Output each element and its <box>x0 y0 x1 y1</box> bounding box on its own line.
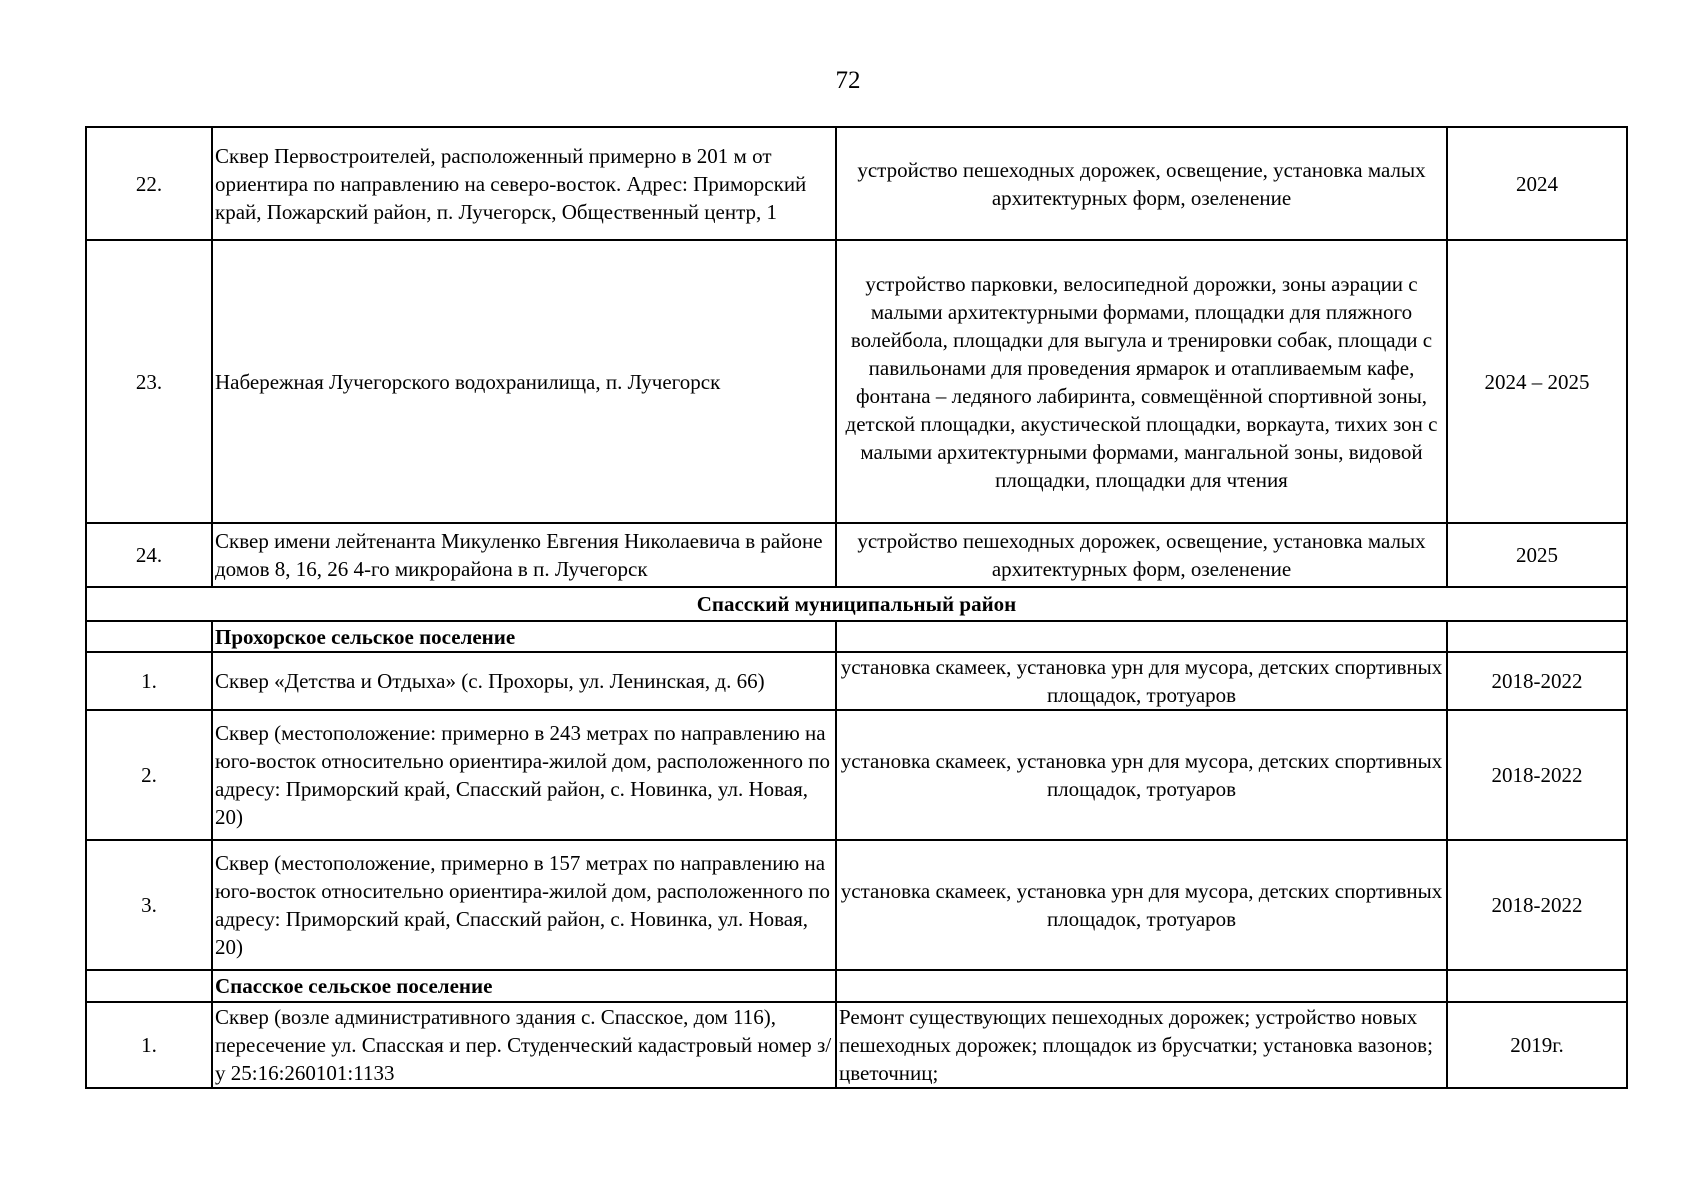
row-number: 1. <box>86 652 212 710</box>
year-cell: 2024 – 2025 <box>1447 240 1627 523</box>
row-number: 23. <box>86 240 212 523</box>
improvement-table <box>85 126 1628 1089</box>
table-row <box>86 127 1627 240</box>
settlement-heading-row <box>86 621 1627 652</box>
row-number: 1. <box>86 1002 212 1088</box>
empty-cell <box>1447 621 1627 652</box>
works-description: Ремонт существующих пешеходных дорожек; устройство новых пешеходных дорожек; площадок из брусчатки; установка вазонов; цветочниц; <box>836 1002 1447 1088</box>
settlement-heading: Прохорское сельское поселение <box>212 621 836 652</box>
works-description: установка скамеек, установка урн для мусора, детских спортивных площадок, тротуаров <box>836 710 1447 840</box>
page-number: 72 <box>835 67 861 94</box>
row-number: 24. <box>86 523 212 587</box>
district-heading-row <box>86 587 1627 621</box>
year-cell: 2019г. <box>1447 1002 1627 1088</box>
works-description: устройство пешеходных дорожек, освещение, установка малых архитектурных форм, озеленение <box>836 523 1447 587</box>
year-cell: 2024 <box>1447 127 1627 240</box>
year-cell: 2025 <box>1447 523 1627 587</box>
object-description: Сквер имени лейтенанта Микуленко Евгения Николаевича в районе домов 8, 16, 26 4-го микрорайона в п. Лучегорск <box>212 523 836 587</box>
empty-cell <box>836 621 1447 652</box>
object-description: Сквер Первостроителей, расположенный примерно в 201 м от ориентира по направлению на северо-восток. Адрес: Приморский край, Пожарский район, п. Лучегорск, Общественный центр, 1 <box>212 127 836 240</box>
works-description: устройство пешеходных дорожек, освещение, установка малых архитектурных форм, озеленение <box>836 127 1447 240</box>
object-description: Сквер (возле административного здания с. Спасское, дом 116), пересечение ул. Спасская и пер. Студенческий кадастровый номер з/у 25:16:260101:1133 <box>212 1002 836 1088</box>
empty-cell <box>86 621 212 652</box>
year-cell: 2018-2022 <box>1447 652 1627 710</box>
year-cell: 2018-2022 <box>1447 840 1627 970</box>
table-row <box>86 1002 1627 1088</box>
settlement-heading: Спасское сельское поселение <box>212 970 836 1002</box>
object-description: Сквер (местоположение: примерно в 243 метрах по направлению на юго-восток относительно ориентира-жилой дом, расположенного по адресу: Приморский край, Спасский район, с. Новинка, ул. Новая, 20) <box>212 710 836 840</box>
settlement-heading-row <box>86 970 1627 1002</box>
row-number: 2. <box>86 710 212 840</box>
row-number: 22. <box>86 127 212 240</box>
table-row <box>86 523 1627 587</box>
object-description: Сквер «Детства и Отдыха» (с. Прохоры, ул. Ленинская, д. 66) <box>212 652 836 710</box>
works-description: установка скамеек, установка урн для мусора, детских спортивных площадок, тротуаров <box>836 652 1447 710</box>
empty-cell <box>86 970 212 1002</box>
object-description: Сквер (местоположение, примерно в 157 метрах по направлению на юго-восток относительно ориентира-жилой дом, расположенного по адресу: Приморский край, Спасский район, с. Новинка, ул. Новая, 20) <box>212 840 836 970</box>
table-row <box>86 840 1627 970</box>
table-row <box>86 652 1627 710</box>
district-heading: Спасский муниципальный район <box>86 587 1627 621</box>
empty-cell <box>1447 970 1627 1002</box>
row-number: 3. <box>86 840 212 970</box>
table-row <box>86 240 1627 523</box>
year-cell: 2018-2022 <box>1447 710 1627 840</box>
object-description: Набережная Лучегорского водохранилища, п. Лучегорск <box>212 240 836 523</box>
works-description: установка скамеек, установка урн для мусора, детских спортивных площадок, тротуаров <box>836 840 1447 970</box>
works-description: устройство парковки, велосипедной дорожки, зоны аэрации с малыми архитектурными формами, площадки для пляжного волейбола, площадки для выгула и тренировки собак, площади с павильонами для проведения ярмарок и отапливаемым кафе, фонтана – ледяного лабиринта, совмещённой спортивной зоны, детской площадки, акустической площадки, воркаута, тихих зон с малыми архитектурными формами, мангальной зоны, видовой площадки, площадки для чтения <box>836 240 1447 523</box>
table-row <box>86 710 1627 840</box>
empty-cell <box>836 970 1447 1002</box>
